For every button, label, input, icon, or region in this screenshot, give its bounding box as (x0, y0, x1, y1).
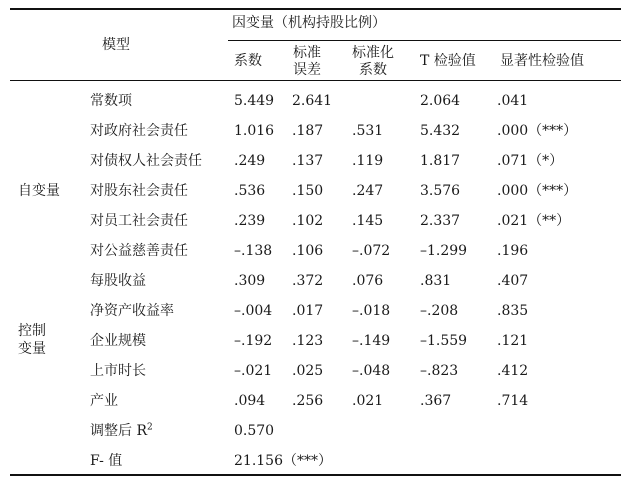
table-header-rule (10, 80, 621, 81)
cell-se: .106 (292, 243, 324, 259)
cell-t: 1.817 (420, 153, 461, 169)
header-col-coef: 系数 (234, 53, 262, 69)
row-label: 产业 (90, 393, 118, 409)
header-col-t: T 检验值 (420, 53, 476, 69)
row-label: 对政府社会责任 (90, 123, 188, 139)
cell-t: –.823 (420, 363, 459, 379)
row-label: 常数项 (90, 93, 132, 109)
cell-t: 2.337 (420, 213, 461, 229)
cell-coef: –.021 (234, 363, 273, 379)
cell-std: .531 (352, 123, 384, 139)
cell-se: .017 (292, 303, 324, 319)
cell-coef: 1.016 (234, 123, 275, 139)
cell-coef: .239 (234, 213, 266, 229)
cell-std: –.048 (352, 363, 391, 379)
dependent-variable-underline (228, 40, 621, 41)
row-label: 净资产收益率 (90, 303, 174, 319)
cell-sig: .407 (497, 273, 529, 289)
cell-se: .256 (292, 393, 324, 409)
header-model: 模型 (102, 37, 130, 53)
cell-se: .372 (292, 273, 324, 289)
header-col-sig: 显著性检验值 (500, 53, 584, 69)
cell-coef: .249 (234, 153, 266, 169)
cell-t: 3.576 (420, 183, 461, 199)
cell-coef: –.138 (234, 243, 273, 259)
adjusted-r2-label: 调整后 $R^2$ (90, 422, 153, 439)
cell-t: –.208 (420, 303, 459, 319)
cell-se: .123 (292, 333, 324, 349)
cell-coef: .536 (234, 183, 266, 199)
cell-se: .102 (292, 213, 324, 229)
cell-coef: .094 (234, 393, 266, 409)
cell-t: .367 (420, 393, 452, 409)
cell-se: 2.641 (292, 93, 333, 109)
cell-sig: .714 (497, 393, 529, 409)
cell-coef: –.192 (234, 333, 273, 349)
cell-sig: .071（*） (497, 153, 564, 169)
cell-sig: .835 (497, 303, 529, 319)
group-control: 控制 变量 (18, 323, 46, 357)
table-top-rule (10, 8, 621, 10)
cell-sig: .000（***） (497, 123, 578, 139)
cell-sig: .412 (497, 363, 529, 379)
f-value-value: 21.156（***） (234, 453, 332, 469)
cell-std: –.149 (352, 333, 391, 349)
row-label: 对公益慈善责任 (90, 243, 188, 259)
cell-std: –.072 (352, 243, 391, 259)
cell-t: 5.432 (420, 123, 461, 139)
cell-coef: .309 (234, 273, 266, 289)
cell-t: –1.299 (420, 243, 468, 259)
adjusted-r2-value: 0.570 (234, 423, 275, 439)
cell-sig: .021（**） (497, 213, 571, 229)
row-label: 对员工社会责任 (90, 213, 188, 229)
table-bottom-rule (10, 474, 621, 476)
cell-coef: –.004 (234, 303, 273, 319)
cell-t: –1.559 (420, 333, 468, 349)
row-label: 上市时长 (90, 363, 146, 379)
header-col-std: 标准化 系数 (352, 45, 394, 78)
row-label: 每股收益 (90, 273, 146, 289)
cell-std: .021 (352, 393, 384, 409)
cell-sig: .196 (497, 243, 529, 259)
cell-se: .025 (292, 363, 324, 379)
row-label: 对债权人社会责任 (90, 153, 202, 169)
cell-t: 2.064 (420, 93, 461, 109)
cell-se: .150 (292, 183, 324, 199)
cell-t: .831 (420, 273, 452, 289)
row-label: 对股东社会责任 (90, 183, 188, 199)
header-dependent-variable: 因变量（机构持股比例） (232, 15, 386, 31)
group-independent: 自变量 (18, 183, 60, 199)
cell-std: .119 (352, 153, 384, 169)
header-col-se: 标准 误差 (293, 45, 321, 78)
cell-sig: .041 (497, 93, 529, 109)
cell-sig: .121 (497, 333, 529, 349)
f-value-label: F- 值 (90, 453, 123, 469)
cell-sig: .000（***） (497, 183, 578, 199)
cell-se: .187 (292, 123, 324, 139)
cell-std: .145 (352, 213, 384, 229)
cell-std: .247 (352, 183, 384, 199)
cell-std: –.018 (352, 303, 391, 319)
cell-coef: 5.449 (234, 93, 275, 109)
cell-std: .076 (352, 273, 384, 289)
cell-se: .137 (292, 153, 324, 169)
row-label: 企业规模 (90, 333, 146, 349)
